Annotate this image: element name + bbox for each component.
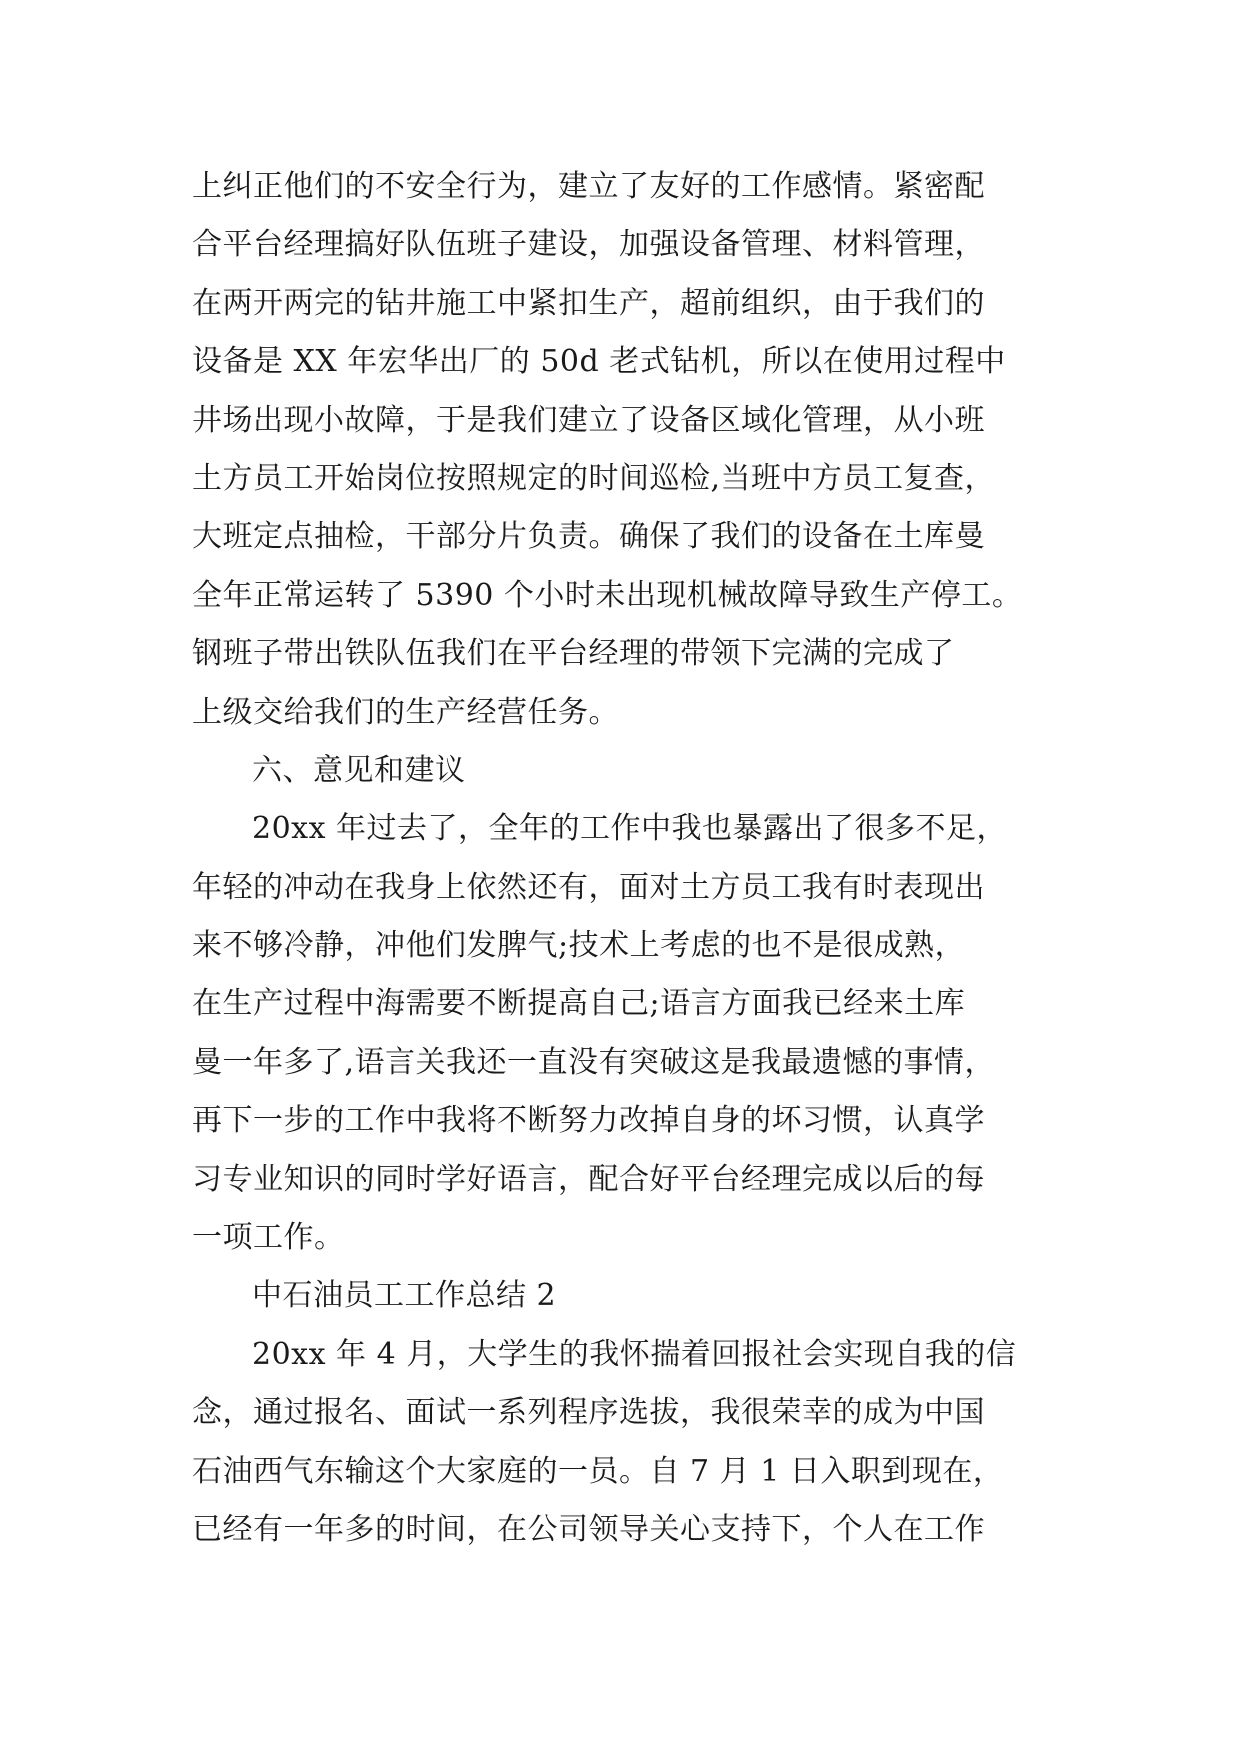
text-line: 上纠正他们的不安全行为，建立了友好的工作感情。紧密配 (192, 169, 985, 204)
paragraph-first-line: 20xx 年过去了，全年的工作中我也暴露出了很多不足， (252, 811, 1008, 847)
text-line: 设备是 XX 年宏华出厂的 50d 老式钻机，所以在使用过程中 (192, 344, 1006, 380)
text-line: 一项工作。 (192, 1220, 345, 1256)
text-line: 大班定点抽检，干部分片负责。确保了我们的设备在土库曼 (192, 519, 985, 555)
text-line: 年轻的冲动在我身上依然还有，面对土方员工我有时表现出 (192, 869, 985, 905)
text-line: 再下一步的工作中我将不断努力改掉自身的坏习惯，认真学 (192, 1103, 985, 1139)
article-title: 中石油员工工作总结 2 (252, 1278, 557, 1314)
paragraph-first-line: 20xx 年 4 月，大学生的我怀揣着回报社会实现自我的信 (252, 1336, 1017, 1372)
text-line: 已经有一年多的时间，在公司领导关心支持下，个人在工作 (192, 1511, 985, 1547)
text-line: 钢班子带出铁队伍我们在平台经理的带领下完满的完成了 (192, 636, 955, 672)
text-line: 全年正常运转了 5390 个小时未出现机械故障导致生产停工。 (192, 577, 1023, 613)
text-line: 土方员工开始岗位按照规定的时间巡检,当班中方员工复查， (192, 460, 996, 496)
text-line: 在两开两完的钻井施工中紧扣生产，超前组织，由于我们的 (192, 285, 985, 321)
text-line: 上级交给我们的生产经营任务。 (192, 694, 619, 730)
text-line: 来不够冷静，冲他们发脾气;技术上考虑的也不是很成熟， (192, 928, 966, 964)
section-heading: 六、意见和建议 (252, 752, 466, 788)
text-line: 念，通过报名、面试一系列程序选拔，我很荣幸的成为中国 (192, 1395, 985, 1431)
text-line: 曼一年多了,语言关我还一直没有突破这是我最遗憾的事情， (192, 1044, 996, 1080)
text-line: 石油西气东输这个大家庭的一员。自 7 月 1 日入职到现在， (192, 1453, 1004, 1489)
text-line: 合平台经理搞好队伍班子建设，加强设备管理、材料管理， (192, 227, 985, 263)
text-line: 井场出现小故障，于是我们建立了设备区域化管理，从小班 (192, 402, 985, 438)
text-line: 在生产过程中海需要不断提高自己;语言方面我已经来土库 (192, 986, 966, 1022)
text-line: 习专业知识的同时学好语言，配合好平台经理完成以后的每 (192, 1161, 985, 1197)
body-text (192, 158, 1062, 1559)
